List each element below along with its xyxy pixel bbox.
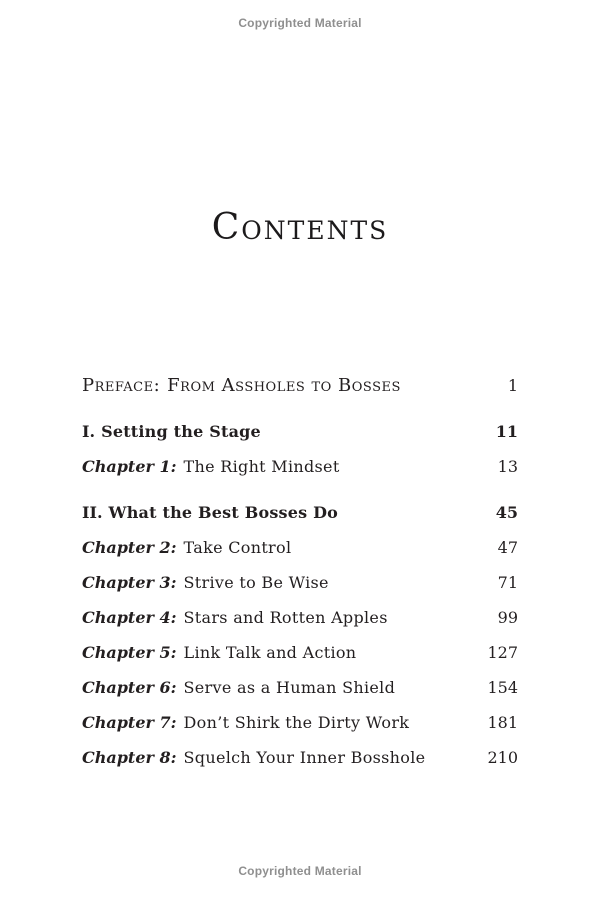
toc-entry-section-2 xyxy=(82,495,518,530)
toc-entry-chapter-1 xyxy=(82,449,518,484)
toc-entry-label: I. xyxy=(82,422,96,441)
toc-entry-title: Strive to Be Wise xyxy=(183,573,329,592)
toc-entry-chapter-8 xyxy=(82,740,518,775)
page-title: Contents xyxy=(211,207,389,248)
toc-entry-title: From Assholes to Bosses xyxy=(167,375,401,396)
toc-entry-title: Stars and Rotten Apples xyxy=(183,608,388,627)
toc-entry-label: Chapter 2: xyxy=(82,538,177,557)
toc-entry-page: 127 xyxy=(487,643,518,662)
toc-entry-page: 99 xyxy=(497,608,518,627)
toc-entry-page: 154 xyxy=(487,678,518,697)
toc-entry-chapter-4 xyxy=(82,600,518,635)
toc-entry-title: The Right Mindset xyxy=(183,457,340,476)
table-of-contents xyxy=(82,368,518,775)
toc-entry-page: 11 xyxy=(495,422,518,441)
toc-entry-title: Squelch Your Inner Bosshole xyxy=(183,748,426,767)
toc-entry-label: Chapter 3: xyxy=(82,573,177,592)
toc-entry-label: Chapter 6: xyxy=(82,678,177,697)
toc-entry-label: II. xyxy=(82,503,103,522)
copyright-notice-top: Copyrighted Material xyxy=(238,16,362,30)
toc-entry-chapter-5 xyxy=(82,635,518,670)
toc-entry-section-1 xyxy=(82,414,518,449)
toc-entry-chapter-2 xyxy=(82,530,518,565)
toc-entry-label: Chapter 8: xyxy=(82,748,177,767)
toc-entry-title: Serve as a Human Shield xyxy=(183,678,396,697)
toc-entry-label: Chapter 4: xyxy=(82,608,177,627)
toc-entry-title: What the Best Bosses Do xyxy=(108,503,339,522)
toc-entry-preface xyxy=(82,368,518,403)
toc-entry-chapter-6 xyxy=(82,670,518,705)
toc-entry-label: Chapter 1: xyxy=(82,457,177,476)
toc-entry-page: 45 xyxy=(495,503,518,522)
toc-entry-title: Take Control xyxy=(183,538,292,557)
toc-entry-page: 47 xyxy=(497,538,518,557)
toc-entry-title: Don’t Shirk the Dirty Work xyxy=(183,713,410,732)
toc-entry-page: 71 xyxy=(497,573,518,592)
toc-entry-title: Link Talk and Action xyxy=(183,643,357,662)
toc-entry-label: Preface: xyxy=(82,375,161,396)
copyright-notice-bottom: Copyrighted Material xyxy=(238,864,362,878)
toc-entry-title: Setting the Stage xyxy=(101,422,261,441)
toc-entry-chapter-7 xyxy=(82,705,518,740)
toc-entry-page: 210 xyxy=(487,748,518,767)
toc-entry-page: 13 xyxy=(497,457,518,476)
toc-entry-page: 181 xyxy=(487,713,518,732)
toc-entry-label: Chapter 7: xyxy=(82,713,177,732)
toc-entry-chapter-3 xyxy=(82,565,518,600)
toc-entry-page: 1 xyxy=(507,376,518,395)
toc-entry-label: Chapter 5: xyxy=(82,643,177,662)
